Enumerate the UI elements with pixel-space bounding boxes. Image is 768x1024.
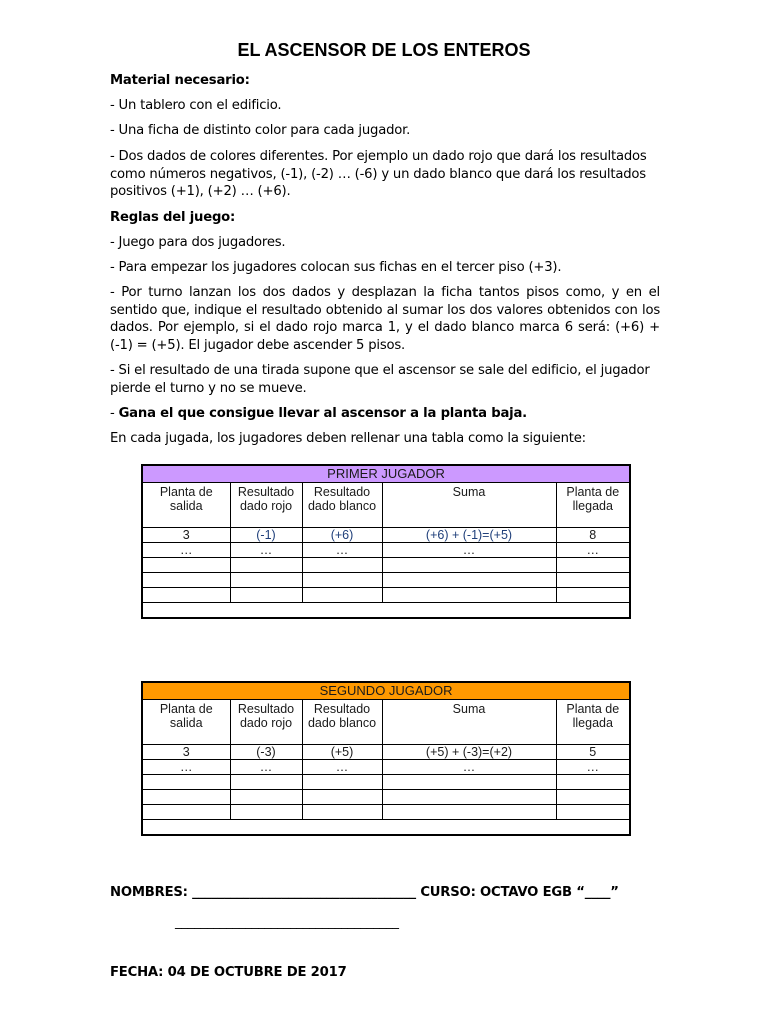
table-cell: … [302,760,382,775]
table-cell: … [556,760,630,775]
material-item-1: - Un tablero con el edificio. [110,98,282,113]
column-header: Resultado dado blanco [302,483,382,528]
table-row [142,603,630,619]
column-header: Planta de salida [142,700,230,745]
table-caption: SEGUNDO JUGADOR [142,682,630,700]
table-cell [142,790,230,805]
column-header: Suma [382,700,556,745]
table-cell: 3 [142,528,230,543]
table-cell: … [382,543,556,558]
table-cell [556,588,630,603]
table-cell [230,775,302,790]
table-cell: (+6) + (-1)=(+5) [382,528,556,543]
rules-item-2: - Para empezar los jugadores colocan sus fichas en el tercer piso (+3). [110,260,562,275]
column-header: Suma [382,483,556,528]
instruction-text: En cada jugada, los jugadores deben rellenar una tabla como la siguiente: [110,431,586,446]
document-title: EL ASCENSOR DE LOS ENTEROS [237,40,531,60]
table-row [142,528,630,543]
table-cell [556,805,630,820]
column-header: Resultado dado rojo [230,483,302,528]
table-cell [230,573,302,588]
rules-item-3: - Por turno lanzan los dos dados y desplazan la ficha tantos pisos como, y en el sentido que, indique el resultado obtenido al sumar los dos valores obtenidos con los dados. Por ejemplo, si el dado rojo marca 1, y el dado blanco marca 6 será: (+6) + (-1) = (+5). El jugador debe ascender 5 pisos. [110,285,660,353]
table-cell [382,558,556,573]
table-cell [382,573,556,588]
rules-heading: Reglas del juego: [110,210,236,225]
table-cell [382,588,556,603]
table-row [142,760,630,775]
table-row [142,790,630,805]
table-cell [302,805,382,820]
rules-win-text: Gana el que consigue llevar al ascensor a la planta baja. [118,406,527,421]
material-item-2: - Una ficha de distinto color para cada jugador. [110,123,411,138]
table-cell [302,790,382,805]
table-row [142,558,630,573]
column-header: Planta de salida [142,483,230,528]
table-cell: 8 [556,528,630,543]
second-name-line: ___________________________________ [175,915,399,930]
table-row [142,805,630,820]
table-cell [142,775,230,790]
table-caption: PRIMER JUGADOR [142,465,630,483]
column-header: Planta de llegada [556,700,630,745]
table-cell [382,775,556,790]
table-cell: (-1) [230,528,302,543]
table-cell: … [556,543,630,558]
rules-win-prefix: - [110,406,119,421]
rules-item-1: - Juego para dos jugadores. [110,235,286,250]
table-cell [556,573,630,588]
table-cell [142,588,230,603]
material-item-3: - Dos dados de colores diferentes. Por ejemplo un dado rojo que dará los resultados como números negativos, (-1), (-2) … (-6) y un dado blanco que dará los resultados positivos (+1), (+2) … (+6). [110,149,647,200]
table-cell: (+6) [302,528,382,543]
table-cell: 3 [142,745,230,760]
fecha-line: FECHA: 04 DE OCTUBRE DE 2017 [110,965,347,980]
table-cell [230,790,302,805]
table-row [142,543,630,558]
table-cell [302,558,382,573]
column-header: Planta de llegada [556,483,630,528]
table-cell: … [382,760,556,775]
table-cell [556,790,630,805]
table-cell [230,588,302,603]
table-cell: … [142,760,230,775]
table-cell [382,805,556,820]
table-cell: (+5) + (-3)=(+2) [382,745,556,760]
table-row [142,775,630,790]
table-cell [142,573,230,588]
table-cell: … [302,543,382,558]
table-cell [556,558,630,573]
table-cell [142,603,630,619]
table-cell: … [142,543,230,558]
table-cell [302,573,382,588]
table-row [142,745,630,760]
table-cell [230,805,302,820]
table-cell [142,805,230,820]
table-cell [556,775,630,790]
table-cell [302,588,382,603]
table-cell [382,790,556,805]
table-cell: (+5) [302,745,382,760]
table-row [142,820,630,836]
column-header: Resultado dado blanco [302,700,382,745]
rules-win [110,405,660,423]
rules-item-4: - Si el resultado de una tirada supone que el ascensor se sale del edificio, el jugador pierde el turno y no se mueve. [110,363,650,396]
table-cell [142,820,630,836]
table-cell: … [230,760,302,775]
table-row [142,573,630,588]
table-cell: 5 [556,745,630,760]
table-cell [302,775,382,790]
material-heading: Material necesario: [110,73,250,88]
table-cell: (-3) [230,745,302,760]
column-header: Resultado dado rojo [230,700,302,745]
table-cell [142,558,230,573]
table-cell [230,558,302,573]
segundo-jugador-table [141,681,631,836]
table-row [142,588,630,603]
nombres-curso-line: NOMBRES: ___________________________________ CURSO: OCTAVO EGB “____” [110,885,619,900]
table-cell: … [230,543,302,558]
primer-jugador-table [141,464,631,619]
